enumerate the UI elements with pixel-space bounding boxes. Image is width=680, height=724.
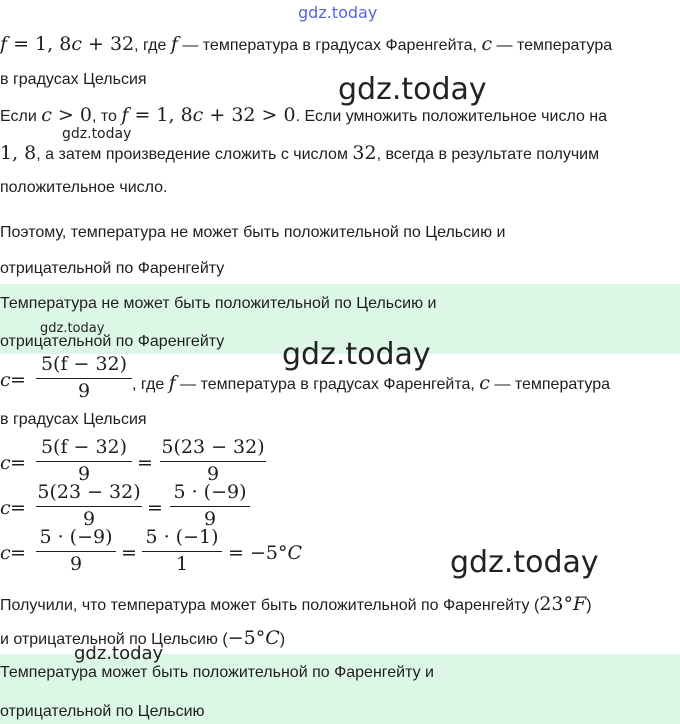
numerator: 5(f − 32) bbox=[40, 436, 128, 458]
fraction-bar bbox=[36, 461, 132, 462]
value: −5° bbox=[227, 627, 266, 649]
denominator: 9 bbox=[77, 463, 91, 485]
reasoning-line-1 bbox=[0, 104, 607, 126]
text: , где bbox=[132, 376, 169, 393]
numerator: 5(23 − 32) bbox=[37, 481, 141, 503]
conclusion-line-1: Поэтому, температура не может быть положительной по Цельсию и bbox=[0, 224, 506, 241]
answer-line-1: Температура может быть положительной по Фаренгейту и bbox=[0, 664, 434, 681]
result bbox=[228, 542, 302, 564]
fraction-bar bbox=[170, 506, 250, 507]
equals: = bbox=[147, 497, 163, 519]
numerator: 5(23 − 32) bbox=[161, 436, 265, 458]
var-c: c bbox=[71, 33, 82, 55]
text: ) bbox=[586, 597, 592, 614]
formula-definition-line-2: в градусах Цельсия bbox=[0, 71, 147, 88]
equals: = bbox=[121, 542, 137, 564]
formula-part: = 1, 8 bbox=[7, 33, 72, 55]
formula-definition-line-1 bbox=[0, 33, 612, 55]
equals: = bbox=[10, 542, 26, 564]
fraction-bar bbox=[142, 551, 222, 552]
watermark-big-3: gdz.today bbox=[450, 545, 599, 580]
unit-f: F bbox=[573, 593, 587, 615]
var-c: c bbox=[0, 369, 11, 391]
fraction bbox=[170, 481, 250, 529]
number: 32 bbox=[352, 142, 377, 164]
var-c: c bbox=[0, 497, 11, 519]
equals: = bbox=[10, 497, 26, 519]
watermark-small-2: gdz.today bbox=[40, 321, 105, 336]
text: , то bbox=[91, 108, 122, 125]
conclusion-line-2: отрицательной по Фаренгейту bbox=[0, 260, 225, 277]
equals: = bbox=[10, 369, 26, 391]
fraction bbox=[36, 353, 132, 401]
var-f: f bbox=[121, 104, 129, 126]
var-c: c bbox=[41, 104, 52, 126]
text: — температура в градусах Фаренгейта, bbox=[177, 37, 482, 54]
denominator: 9 bbox=[69, 553, 83, 575]
var-c: c bbox=[192, 104, 204, 126]
denominator: 9 bbox=[203, 508, 217, 530]
numerator: 5 · (−1) bbox=[145, 526, 219, 548]
text: и отрицательной по Цельсию ( bbox=[0, 631, 228, 648]
var-f: f bbox=[168, 372, 176, 394]
denominator: 1 bbox=[175, 553, 189, 575]
fraction bbox=[142, 526, 222, 574]
text: Если bbox=[0, 108, 42, 125]
fraction-bar bbox=[36, 551, 116, 552]
var-f: f bbox=[170, 33, 178, 55]
watermark-big-1: gdz.today bbox=[338, 72, 487, 107]
fraction bbox=[36, 526, 116, 574]
text: , где bbox=[134, 37, 171, 54]
text: — температура bbox=[489, 376, 611, 393]
var-c: c bbox=[0, 452, 11, 474]
result-line-1 bbox=[0, 593, 592, 615]
var-f: f bbox=[0, 33, 8, 55]
unit-c: C bbox=[287, 542, 303, 564]
answer-line-1: Температура не может быть положительной по Цельсию и bbox=[0, 295, 437, 312]
watermark-small-1: gdz.today bbox=[62, 126, 132, 142]
formula-part: + 32 > 0 bbox=[203, 104, 296, 126]
text: — температура в градусах Фаренгейта, bbox=[175, 376, 480, 393]
formula-part: + 32 bbox=[81, 33, 135, 55]
equals: = bbox=[10, 452, 26, 474]
fraction-bar bbox=[160, 461, 266, 462]
fraction bbox=[36, 481, 142, 529]
answer-box-2 bbox=[0, 654, 680, 724]
fraction-bar bbox=[36, 506, 142, 507]
text: ) bbox=[279, 631, 286, 648]
text: , всегда в результате получим bbox=[376, 146, 600, 163]
text: — температура bbox=[492, 37, 613, 54]
formula-part: > 0 bbox=[51, 104, 92, 126]
numerator: 5 · (−9) bbox=[39, 526, 113, 548]
denominator: 9 bbox=[206, 463, 220, 485]
var-c: c bbox=[0, 542, 11, 564]
equals: = bbox=[137, 452, 153, 474]
fraction-description-2: в градусах Цельсия bbox=[0, 411, 147, 428]
text: . Если умножить положительное число на bbox=[295, 108, 608, 125]
number: 1, 8 bbox=[0, 142, 37, 164]
text: , а затем произведение сложить с числом bbox=[36, 146, 353, 163]
numerator: 5 · (−9) bbox=[173, 481, 247, 503]
watermark-small-3: gdz.today bbox=[74, 643, 164, 664]
watermark-top: gdz.today bbox=[298, 3, 378, 22]
value: 23° bbox=[539, 593, 573, 615]
fraction bbox=[160, 436, 266, 484]
reasoning-line-2 bbox=[0, 142, 599, 164]
answer-line-2: отрицательной по Фаренгейту bbox=[0, 333, 225, 350]
denominator: 9 bbox=[77, 380, 91, 402]
fraction bbox=[36, 436, 132, 484]
fraction-bar bbox=[36, 378, 132, 379]
text: Получили, что температура может быть положительной по Фаренгейту ( bbox=[0, 597, 540, 614]
unit-c: C bbox=[265, 627, 280, 649]
denominator: 9 bbox=[82, 508, 96, 530]
watermark-big-2: gdz.today bbox=[282, 337, 431, 372]
formula-part: = 1, 8 bbox=[128, 104, 193, 126]
answer-line-2: отрицательной по Цельсию bbox=[0, 703, 205, 720]
numerator: 5(f − 32) bbox=[40, 353, 128, 375]
fraction-description bbox=[132, 372, 610, 394]
var-c: c bbox=[479, 372, 490, 394]
var-c: c bbox=[481, 33, 493, 55]
result-value: = −5° bbox=[228, 542, 288, 564]
reasoning-line-3: положительное число. bbox=[0, 179, 168, 196]
